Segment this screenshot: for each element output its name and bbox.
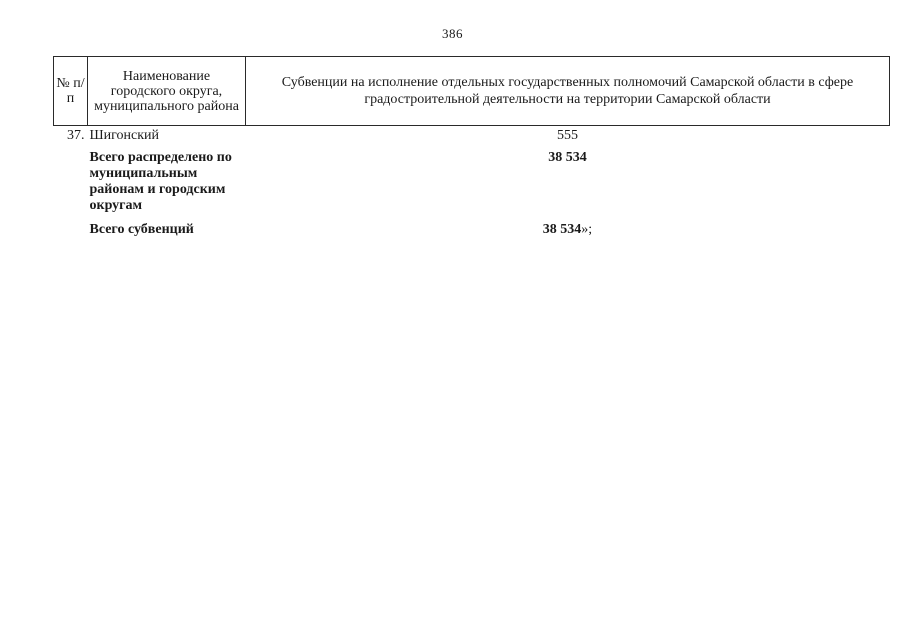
- table-body: [54, 126, 890, 239]
- page-number: 386: [442, 26, 463, 41]
- header-number: № п/п: [54, 57, 88, 126]
- row-name: Шигонский: [89, 128, 160, 143]
- total-subventions-empty-cell: [54, 214, 88, 238]
- header-row: [54, 57, 890, 126]
- total-subventions-row: [54, 214, 890, 238]
- total-subventions-label: Всего субвенций: [89, 222, 194, 237]
- total-distributed-label: Всего распределено по муниципальным районам и городским округам: [89, 150, 232, 213]
- table-row: [54, 126, 890, 145]
- table-header: [54, 57, 890, 126]
- total-distributed-row: [54, 144, 890, 214]
- total-distributed-empty-cell: [54, 144, 88, 214]
- total-subventions-value: 38 534: [542, 222, 582, 237]
- header-name: Наименование городского округа, муниципального района: [88, 57, 246, 126]
- total-subventions-cell: [246, 214, 890, 238]
- row-number: 37.: [67, 128, 85, 143]
- total-distributed-value: 38 534: [548, 150, 587, 165]
- header-value: Субвенции на исполнение отдельных государственных полномочий Самарской области в сфере градостроительной деятельности на территории Самарской области: [246, 57, 890, 126]
- subventions-table: [53, 56, 890, 238]
- total-subventions-suffix: »;: [581, 222, 593, 237]
- row-value: 555: [557, 128, 578, 143]
